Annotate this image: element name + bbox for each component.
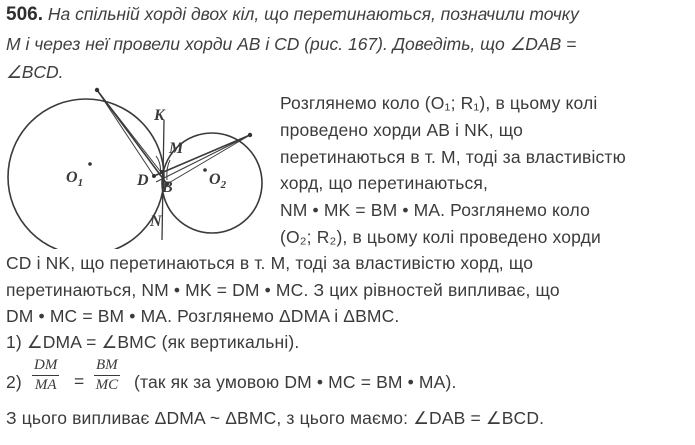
label-d: D: [137, 172, 149, 189]
fraction-1-denominator: MA: [34, 377, 57, 393]
item-2-prefix: 2): [6, 372, 22, 392]
solution-right-line-4: хорд, що перетинаються,: [280, 173, 489, 193]
fraction-2-numerator: BM: [94, 357, 120, 376]
label-o1: $O_1$: [66, 169, 84, 189]
problem-line-2: M і через неї провели хорди AB і CD (рис. 167). Доведіть, що ∠DAB =: [6, 34, 577, 54]
solution-line-4: 1) ∠DMA = ∠BMC (як вертикальні).: [6, 332, 300, 352]
item-2-text: (так як за умовою DM • MC = BM • MA).: [134, 372, 457, 392]
solution-conclusion: З цього випливає ΔDMA ~ ΔBMC, з цього маємо: ∠DAB = ∠BCD.: [6, 408, 545, 428]
figure-two-circles: [4, 84, 274, 249]
fraction-2-denominator: MC: [95, 377, 119, 393]
fraction-dm-ma: [32, 357, 59, 394]
problem-number: 506.: [6, 4, 43, 25]
label-b: B: [162, 179, 173, 196]
problem-line-3: ∠BCD.: [6, 62, 64, 82]
fraction-equals: =: [74, 371, 85, 391]
label-n: N: [150, 213, 162, 230]
solution-right-line-6: (O₂; R₂), в цьому колі проведено хорди: [280, 227, 601, 247]
solution-right-line-3: перетинаються в т. M, тоді за властивістю: [280, 147, 626, 167]
fraction-bm-mc: [94, 357, 120, 394]
solution-line-3: DM • MC = BM • MA. Розглянемо ΔDMA і ΔBMC.: [6, 306, 400, 326]
solution-line-1: CD і NK, що перетинаються в т. M, тоді за властивістю хорд, що: [6, 253, 534, 273]
center-o1: [88, 162, 92, 166]
fraction-1-numerator: DM: [32, 357, 59, 376]
label-o2: $O_2$: [209, 171, 227, 191]
solution-line-2: перетинаються, NM • MK = DM • MC. З цих рівностей випливає, що: [6, 280, 560, 300]
center-o2: [203, 168, 207, 172]
solution-right-line-2: проведено хорди AB і NK, що: [280, 120, 524, 140]
label-m: M: [169, 140, 184, 157]
problem-text-1: На спільній хорді двох кіл, що перетинаються, позначили точку: [47, 4, 579, 24]
solution-right-line-1: Розглянемо коло (O₁; R₁), в цьому колі: [280, 93, 598, 113]
problem-line-1: [6, 4, 579, 26]
solution-right-line-5: NM • MK = BM • MA. Розглянемо коло: [280, 200, 590, 220]
label-k: K: [154, 107, 165, 124]
